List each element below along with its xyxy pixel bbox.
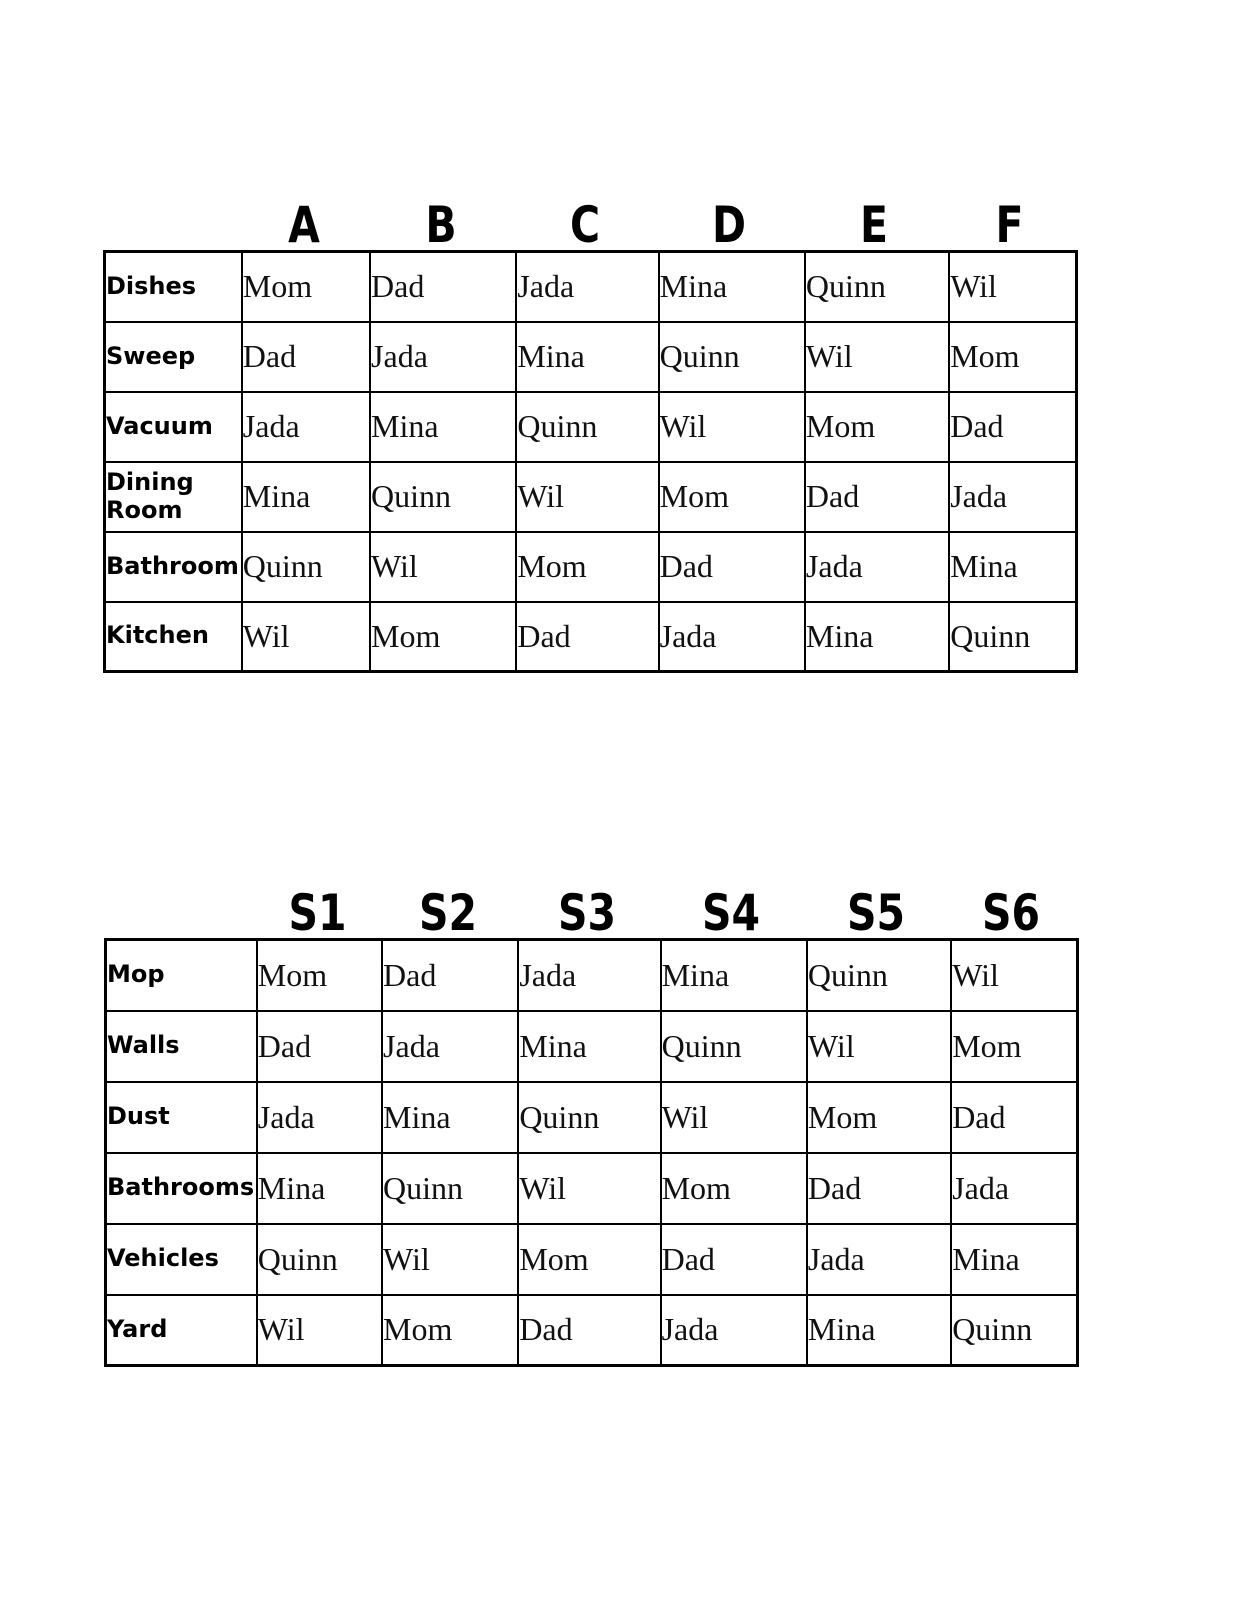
column-header: S1	[288, 884, 347, 942]
column-header: S6	[981, 884, 1041, 942]
assignee-cell: Mom	[807, 1082, 951, 1153]
assignee-cell: Wil	[257, 1295, 382, 1366]
assignee-cell: Mina	[516, 322, 658, 392]
chore-label: Dust	[106, 1082, 257, 1153]
weekly-chore-chart	[103, 190, 1078, 673]
assignee-cell: Quinn	[951, 1295, 1077, 1366]
assignee-cell: Mina	[370, 392, 516, 462]
column-headers	[103, 190, 1078, 254]
assignee-cell: Jada	[516, 252, 658, 322]
table-row	[106, 940, 1078, 1011]
column-header: S2	[418, 884, 478, 942]
assignee-cell: Wil	[516, 462, 658, 532]
table-row	[106, 1082, 1078, 1153]
chore-label: Yard	[106, 1295, 257, 1366]
table-row	[105, 392, 1077, 462]
assignee-cell: Mom	[242, 252, 370, 322]
assignee-cell: Quinn	[949, 602, 1076, 672]
chore-label: Bathroom	[105, 532, 242, 602]
table-row	[106, 1295, 1078, 1366]
assignee-cell: Quinn	[242, 532, 370, 602]
assignee-cell: Mina	[661, 940, 807, 1011]
chore-label: Sweep	[105, 322, 242, 392]
table-row	[105, 322, 1077, 392]
assignee-cell: Dad	[516, 602, 658, 672]
assignee-cell: Jada	[370, 322, 516, 392]
header-spacer	[104, 878, 255, 938]
assignee-cell: Mina	[257, 1153, 382, 1224]
assignee-cell: Quinn	[661, 1011, 807, 1082]
assignee-cell: Wil	[370, 532, 516, 602]
assignee-cell: Dad	[518, 1295, 660, 1366]
seasonal-chore-chart	[104, 878, 1079, 1367]
assignee-cell: Mom	[370, 602, 516, 672]
chore-label: Vehicles	[106, 1224, 257, 1295]
assignee-cell: Mina	[382, 1082, 518, 1153]
assignee-cell: Jada	[951, 1153, 1077, 1224]
assignee-cell: Jada	[949, 462, 1076, 532]
assignee-cell: Mom	[518, 1224, 660, 1295]
assignee-cell: Mina	[518, 1011, 660, 1082]
table-row	[105, 462, 1077, 532]
assignee-cell: Mom	[382, 1295, 518, 1366]
assignee-cell: Jada	[659, 602, 805, 672]
chore-label: Dishes	[105, 252, 242, 322]
assignee-cell: Quinn	[257, 1224, 382, 1295]
assignee-cell: Dad	[382, 940, 518, 1011]
assignee-cell: Mina	[807, 1295, 951, 1366]
table-row	[106, 1153, 1078, 1224]
table-row	[105, 602, 1077, 672]
assignee-cell: Jada	[661, 1295, 807, 1366]
assignee-cell: Dad	[805, 462, 949, 532]
column-header: A	[288, 196, 320, 254]
chore-label: Bathrooms	[106, 1153, 257, 1224]
assignee-cell: Mom	[949, 322, 1076, 392]
assignee-cell: Dad	[951, 1082, 1077, 1153]
assignee-cell: Wil	[661, 1082, 807, 1153]
assignee-cell: Quinn	[659, 322, 805, 392]
assignee-cell: Dad	[242, 322, 370, 392]
assignee-cell: Quinn	[807, 940, 951, 1011]
assignee-cell: Dad	[807, 1153, 951, 1224]
chore-label: Vacuum	[105, 392, 242, 462]
column-headers	[104, 878, 1079, 942]
chore-table	[104, 938, 1079, 1367]
assignee-cell: Quinn	[370, 462, 516, 532]
assignee-cell: Jada	[805, 532, 949, 602]
assignee-cell: Wil	[805, 322, 949, 392]
column-header: S4	[701, 884, 761, 942]
table-row	[105, 532, 1077, 602]
chore-label: Walls	[106, 1011, 257, 1082]
column-header: C	[569, 196, 601, 254]
assignee-cell: Dad	[661, 1224, 807, 1295]
assignee-cell: Jada	[242, 392, 370, 462]
assignee-cell: Mom	[951, 1011, 1077, 1082]
assignee-cell: Mina	[805, 602, 949, 672]
table-row	[106, 1224, 1078, 1295]
assignee-cell: Quinn	[805, 252, 949, 322]
assignee-cell: Wil	[382, 1224, 518, 1295]
assignee-cell: Wil	[242, 602, 370, 672]
assignee-cell: Mina	[951, 1224, 1077, 1295]
assignee-cell: Jada	[518, 940, 660, 1011]
assignee-cell: Wil	[807, 1011, 951, 1082]
column-header: S5	[846, 884, 906, 942]
assignee-cell: Mom	[661, 1153, 807, 1224]
assignee-cell: Quinn	[382, 1153, 518, 1224]
assignee-cell: Dad	[949, 392, 1076, 462]
assignee-cell: Quinn	[518, 1082, 660, 1153]
assignee-cell: Wil	[518, 1153, 660, 1224]
column-header: E	[859, 196, 889, 254]
assignee-cell: Wil	[659, 392, 805, 462]
assignee-cell: Mina	[242, 462, 370, 532]
assignee-cell: Jada	[257, 1082, 382, 1153]
assignee-cell: Dad	[659, 532, 805, 602]
assignee-cell: Mom	[257, 940, 382, 1011]
assignee-cell: Jada	[807, 1224, 951, 1295]
assignee-cell: Wil	[951, 940, 1077, 1011]
table-row	[106, 1011, 1078, 1082]
chore-label: Kitchen	[105, 602, 242, 672]
assignee-cell: Jada	[382, 1011, 518, 1082]
column-header: F	[995, 196, 1024, 254]
header-spacer	[103, 190, 240, 250]
table-row	[105, 252, 1077, 322]
column-header: S3	[557, 884, 617, 942]
assignee-cell: Mom	[659, 462, 805, 532]
assignee-cell: Dad	[370, 252, 516, 322]
assignee-cell: Mom	[805, 392, 949, 462]
assignee-cell: Mina	[949, 532, 1076, 602]
assignee-cell: Quinn	[516, 392, 658, 462]
assignee-cell: Mina	[659, 252, 805, 322]
chore-label: Mop	[106, 940, 257, 1011]
column-header: B	[425, 196, 457, 254]
assignee-cell: Dad	[257, 1011, 382, 1082]
chore-label: Dining Room	[105, 462, 242, 532]
column-header: D	[711, 196, 747, 254]
chore-table	[103, 250, 1078, 673]
assignee-cell: Wil	[949, 252, 1076, 322]
assignee-cell: Mom	[516, 532, 658, 602]
